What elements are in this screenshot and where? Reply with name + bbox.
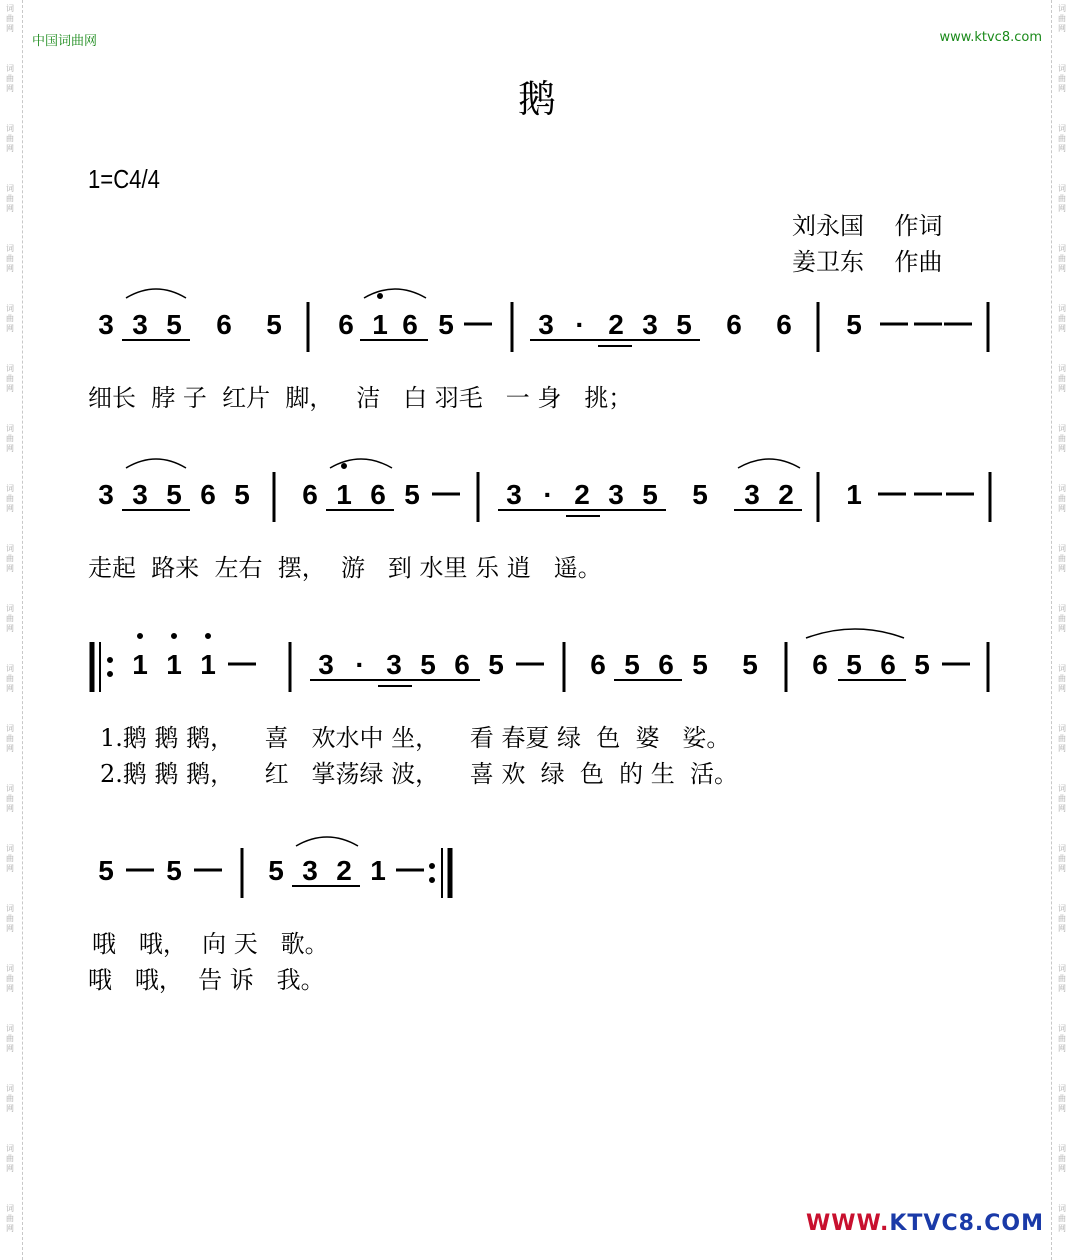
note: 1 <box>132 649 148 680</box>
watermark-text: 词 曲 网 <box>6 124 14 153</box>
note: 5 <box>692 479 708 510</box>
watermark-text: 词 曲 网 <box>6 184 14 213</box>
watermark-text: 词 曲 网 <box>6 484 14 513</box>
note: 1 <box>372 309 388 340</box>
logo-part-left: WWW. <box>805 1211 890 1236</box>
lyricist-role: 作词 <box>894 212 943 240</box>
watermark-text: 词 曲 网 <box>6 784 14 813</box>
slur-mark <box>806 629 904 638</box>
watermark-text: 词 曲 网 <box>1058 1204 1066 1233</box>
note: 6 <box>812 649 828 680</box>
watermark-text: 词 曲 网 <box>1058 244 1066 273</box>
watermark-text: 词 曲 网 <box>1058 184 1066 213</box>
note: 5 <box>624 649 640 680</box>
note: 5 <box>438 309 454 340</box>
note: 5 <box>846 649 862 680</box>
note: 6 <box>454 649 470 680</box>
slur-mark <box>126 459 186 468</box>
note: 6 <box>200 479 216 510</box>
note: 6 <box>216 309 232 340</box>
lyric-line-2: 走起 路来 左右 摆， 游 到 水里 乐 逍 遥。 <box>88 554 602 582</box>
watermark-text: 词 曲 网 <box>6 1084 14 1113</box>
note: 3 <box>386 649 402 680</box>
note: 6 <box>880 649 896 680</box>
watermark-text: 词 曲 网 <box>1058 784 1066 813</box>
watermark-text: 词 曲 网 <box>6 604 14 633</box>
octave-dot <box>430 878 435 883</box>
watermark-text: 词 曲 网 <box>6 364 14 393</box>
watermark-text: 词 曲 网 <box>1058 304 1066 333</box>
note: 5 <box>488 649 504 680</box>
note: 5 <box>742 649 758 680</box>
octave-dot <box>430 864 435 869</box>
note: 2 <box>336 855 352 886</box>
watermark-text: 词 曲 网 <box>6 1024 14 1053</box>
note: 5 <box>166 309 182 340</box>
note: 5 <box>166 855 182 886</box>
watermark-text: 词 曲 网 <box>6 4 14 33</box>
watermark-text: 词 曲 网 <box>6 904 14 933</box>
note: 3 <box>506 479 522 510</box>
watermark-text: 词 曲 网 <box>6 1144 14 1173</box>
slur-mark <box>364 289 426 298</box>
watermark-text: 词 曲 网 <box>6 664 14 693</box>
lyricist-name: 刘永国 <box>792 212 864 240</box>
octave-dot <box>172 634 177 639</box>
watermark-text: 词 曲 网 <box>6 244 14 273</box>
note: 6 <box>370 479 386 510</box>
note: 6 <box>776 309 792 340</box>
watermark-text: 词 曲 网 <box>1058 484 1066 513</box>
octave-dot <box>378 294 383 299</box>
song-title: 鹅 <box>517 77 556 121</box>
note: 3 <box>642 309 658 340</box>
dot-duration: · <box>543 479 553 510</box>
site-url-right[interactable]: www.ktvc8.com <box>939 30 1042 45</box>
note: 5 <box>404 479 420 510</box>
watermark-text: 词 曲 网 <box>1058 124 1066 153</box>
site-name-left[interactable]: 中国词曲网 <box>32 34 98 49</box>
note: 5 <box>642 479 658 510</box>
watermark-text: 词 曲 网 <box>6 424 14 453</box>
lyric-line-1: 细长 脖 子 红片 脚， 洁 白 羽毛 一 身 挑； <box>88 384 633 412</box>
note: 3 <box>98 309 114 340</box>
watermark-text: 词 曲 网 <box>1058 724 1066 753</box>
composer-name: 姜卫东 <box>792 248 864 276</box>
note: 3 <box>302 855 318 886</box>
note: 5 <box>166 479 182 510</box>
watermark-text: 词 曲 网 <box>1058 844 1066 873</box>
note: 5 <box>914 649 930 680</box>
octave-dot <box>342 464 347 469</box>
note: 1 <box>846 479 862 510</box>
note: 5 <box>692 649 708 680</box>
note: 5 <box>98 855 114 886</box>
note: 1 <box>370 855 386 886</box>
watermark-text: 词 曲 网 <box>6 64 14 93</box>
watermark-text: 词 曲 网 <box>1058 1024 1066 1053</box>
logo-part-right: KTVC8.COM <box>889 1211 1044 1236</box>
octave-dot <box>108 658 113 663</box>
note: 2 <box>778 479 794 510</box>
note: 3 <box>98 479 114 510</box>
slur-mark <box>738 459 800 468</box>
slur-mark <box>330 459 392 468</box>
lyric-line-4-verse-2: 哦 哦， 告 诉 我。 <box>88 966 325 994</box>
watermark-text: 词 曲 网 <box>1058 1144 1066 1173</box>
watermark-text: 词 曲 网 <box>1058 544 1066 573</box>
lyric-line-4-verse-1: 哦 哦， 向 天 歌。 <box>92 930 329 958</box>
note: 5 <box>268 855 284 886</box>
watermark-text: 词 曲 网 <box>1058 364 1066 393</box>
note: 5 <box>234 479 250 510</box>
note: 3 <box>538 309 554 340</box>
note: 1 <box>200 649 216 680</box>
octave-dot <box>108 672 113 677</box>
watermark-text: 词 曲 网 <box>1058 964 1066 993</box>
note: 3 <box>132 309 148 340</box>
note: 2 <box>574 479 590 510</box>
note: 5 <box>676 309 692 340</box>
note: 6 <box>590 649 606 680</box>
note: 3 <box>608 479 624 510</box>
note: 1 <box>166 649 182 680</box>
watermark-text: 词 曲 网 <box>1058 664 1066 693</box>
slur-mark <box>126 289 186 298</box>
dot-duration: · <box>355 649 365 680</box>
watermark-text: 词 曲 网 <box>1058 1084 1066 1113</box>
watermark-text: 词 曲 网 <box>1058 4 1066 33</box>
watermark-text: 词 曲 网 <box>1058 424 1066 453</box>
octave-dot <box>206 634 211 639</box>
composer-role: 作曲 <box>894 248 943 276</box>
watermark-text: 词 曲 网 <box>6 1204 14 1233</box>
note: 3 <box>744 479 760 510</box>
note: 3 <box>318 649 334 680</box>
note: 5 <box>846 309 862 340</box>
note: 6 <box>658 649 674 680</box>
octave-dot <box>138 634 143 639</box>
watermark-text: 词 曲 网 <box>6 964 14 993</box>
note: 6 <box>402 309 418 340</box>
note: 5 <box>420 649 436 680</box>
site-logo[interactable] <box>806 1211 1044 1236</box>
watermark-text: 词 曲 网 <box>6 544 14 573</box>
slur-mark <box>296 837 358 846</box>
note: 1 <box>336 479 352 510</box>
watermark-text: 词 曲 网 <box>6 724 14 753</box>
watermark-text: 词 曲 网 <box>1058 904 1066 933</box>
note: 6 <box>726 309 742 340</box>
note: 3 <box>132 479 148 510</box>
watermark-text: 词 曲 网 <box>6 844 14 873</box>
watermark-text: 词 曲 网 <box>6 304 14 333</box>
watermark-text: 词 曲 网 <box>1058 64 1066 93</box>
lyric-line-3-verse-1: 1.鹅 鹅 鹅， 喜 欢水中 坐， 看 春夏 绿 色 婆 娑。 <box>100 724 731 752</box>
note: 6 <box>338 309 354 340</box>
watermark-text: 词 曲 网 <box>1058 604 1066 633</box>
key-signature: 1=C4/4 <box>88 164 160 194</box>
note: 6 <box>302 479 318 510</box>
dot-duration: · <box>575 309 585 340</box>
lyric-line-3-verse-2: 2.鹅 鹅 鹅， 红 掌荡绿 波， 喜 欢 绿 色 的 生 活。 <box>100 760 738 788</box>
note: 5 <box>266 309 282 340</box>
note: 2 <box>608 309 624 340</box>
